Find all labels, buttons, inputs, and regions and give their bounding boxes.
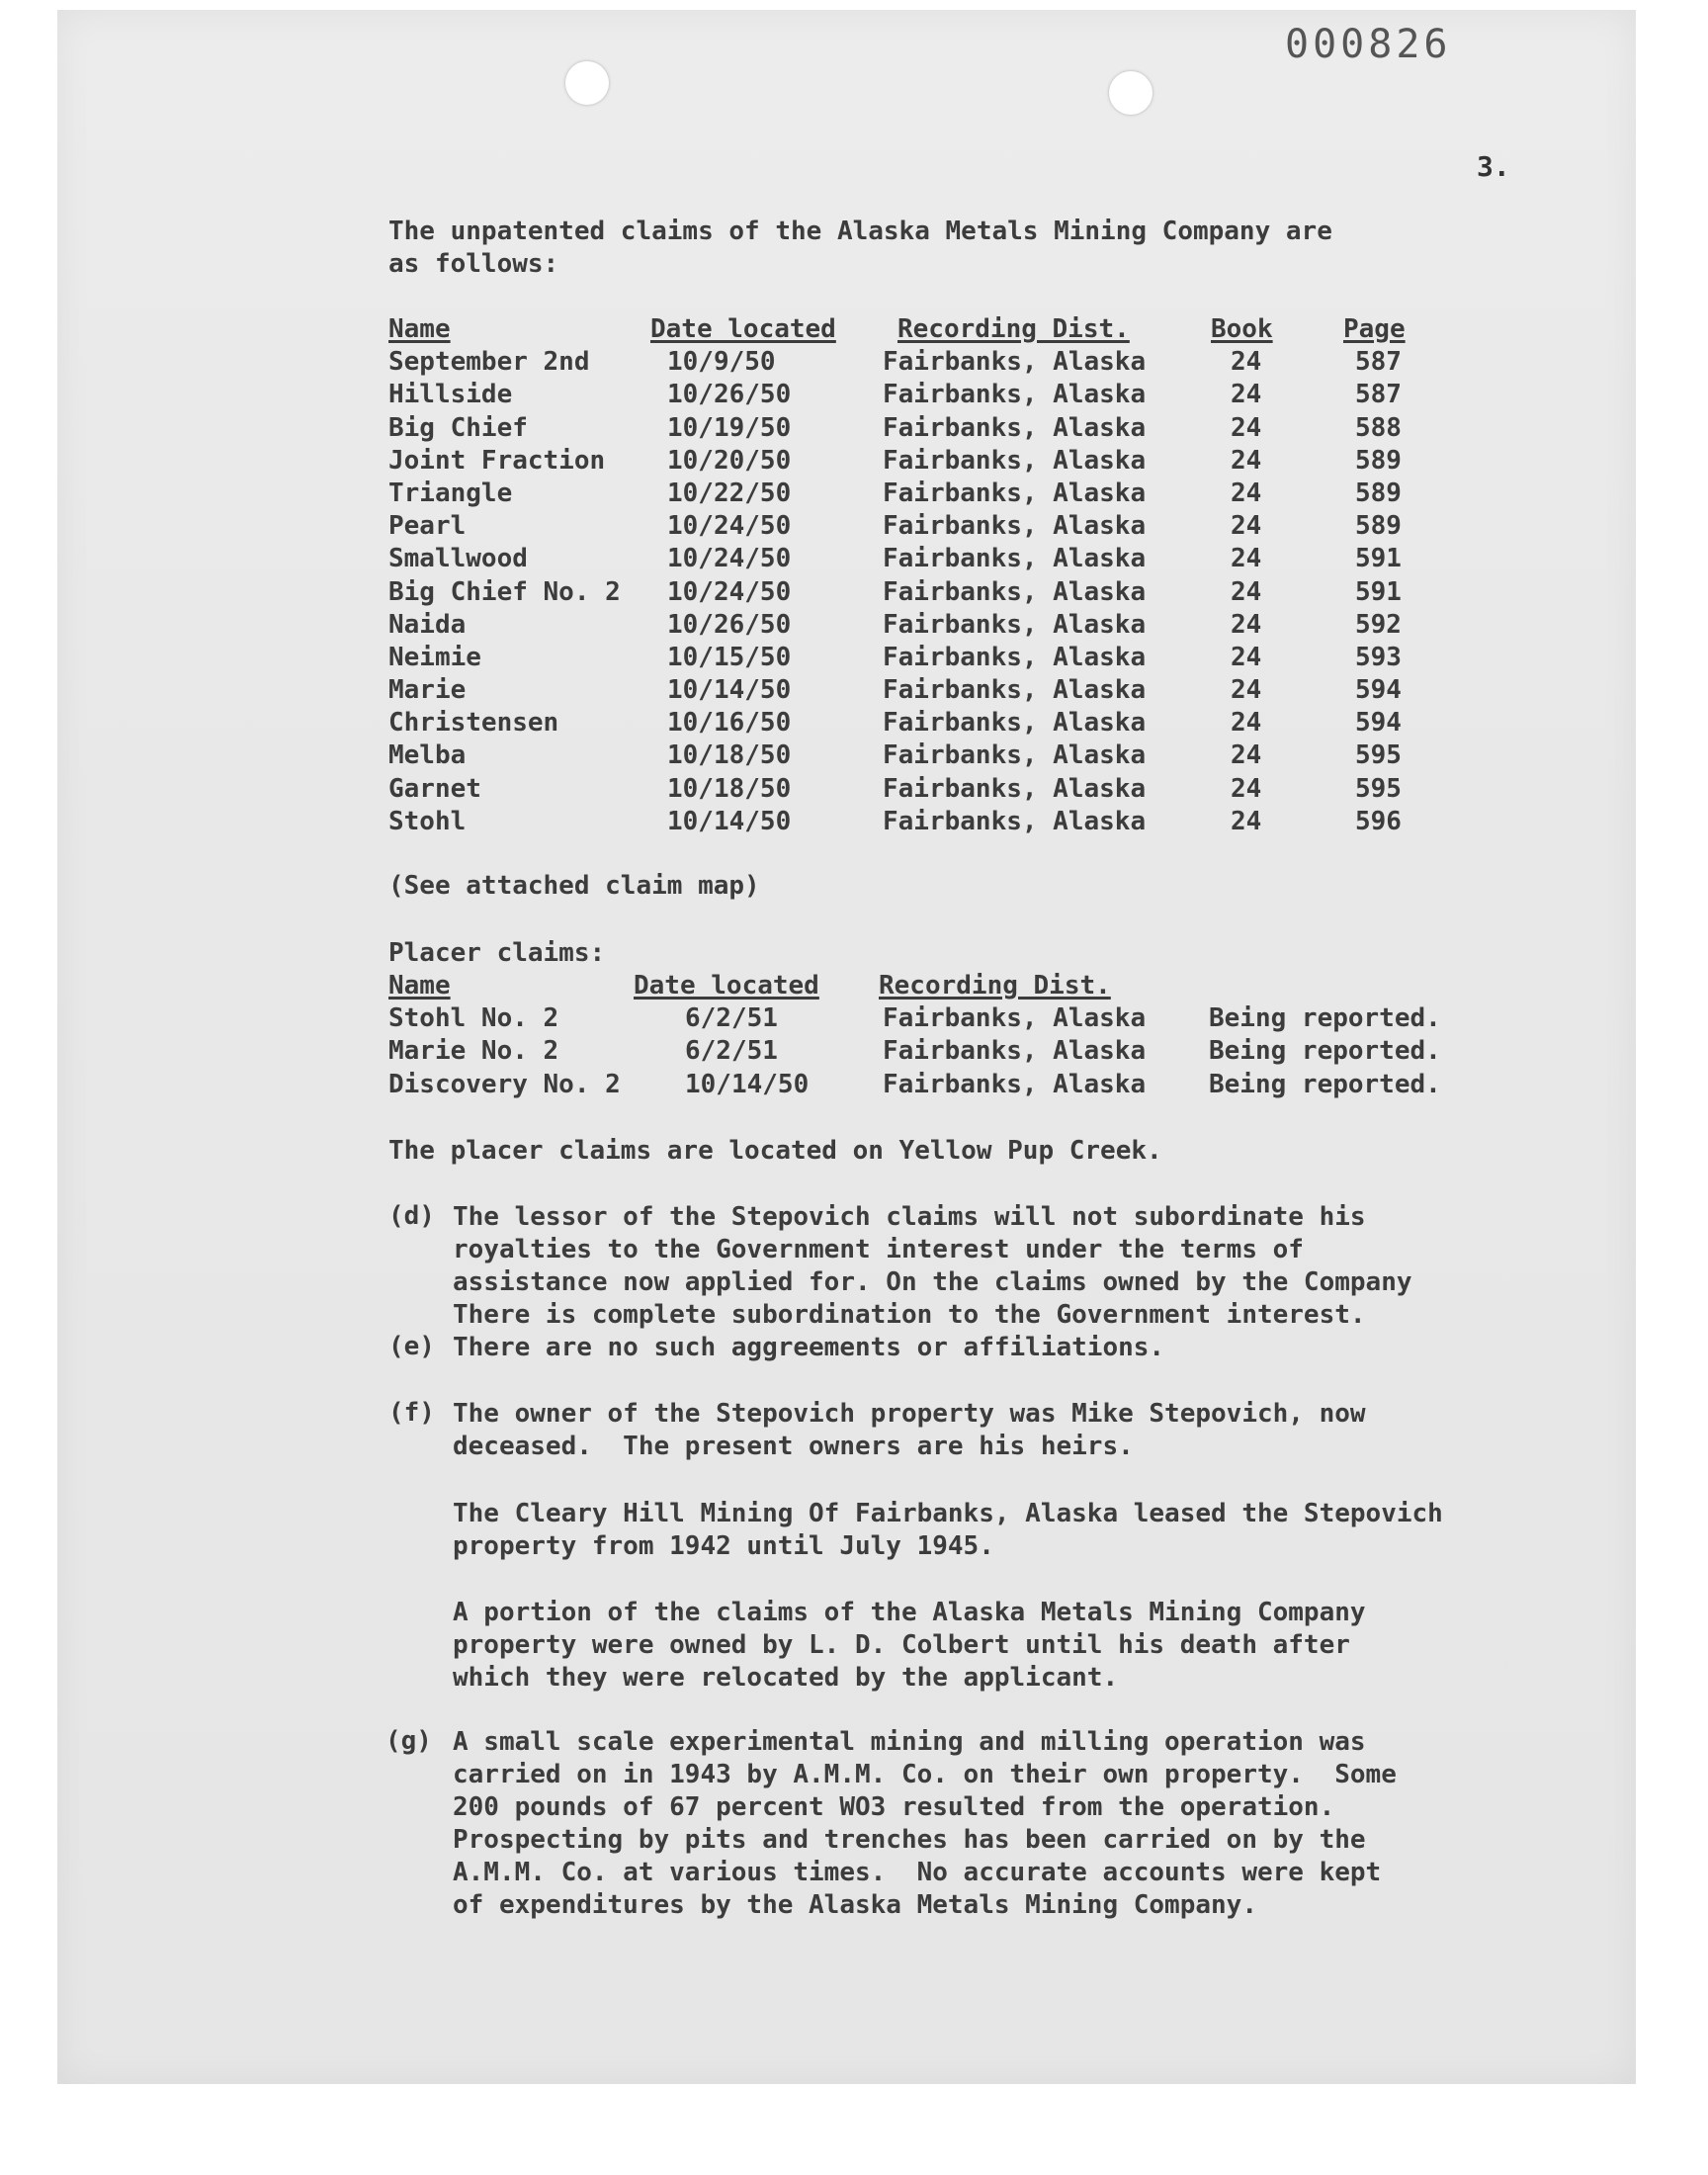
claim-book: 24 xyxy=(1231,544,1262,574)
claim-name: Joint Fraction xyxy=(388,445,606,476)
text-line: Prospecting by pits and trenches has been carried on by the xyxy=(453,1825,1366,1855)
claim-page: 589 xyxy=(1355,511,1402,542)
placer-date: 6/2/51 xyxy=(685,1003,778,1034)
section-f-paragraph-3 xyxy=(453,1597,1366,1695)
punch-hole-left xyxy=(565,61,609,105)
placer-status-note: Being reported. xyxy=(1209,1003,1441,1034)
text-line: There is complete subordination to the Government interest. xyxy=(453,1300,1366,1330)
placer-header-date: Date located xyxy=(634,971,819,1000)
claim-name: September 2nd xyxy=(388,347,590,378)
section-g-mark: (g) xyxy=(385,1726,432,1756)
claim-recording-dist: Fairbanks, Alaska xyxy=(883,412,1147,443)
claim-recording-dist: Fairbanks, Alaska xyxy=(883,347,1147,378)
claim-recording-dist: Fairbanks, Alaska xyxy=(883,380,1147,410)
claim-name: Christensen xyxy=(388,708,559,739)
text-line: A.M.M. Co. at various times. No accurate accounts were kept xyxy=(453,1858,1382,1887)
placer-date: 10/14/50 xyxy=(685,1069,810,1099)
text-line: There are no such aggreements or affiliations. xyxy=(453,1333,1165,1362)
text-line: A small scale experimental mining and milling operation was xyxy=(453,1727,1366,1757)
section-e-mark: (e) xyxy=(388,1332,435,1361)
claim-book: 24 xyxy=(1231,576,1262,607)
claim-recording-dist: Fairbanks, Alaska xyxy=(883,675,1147,706)
claim-recording-dist: Fairbanks, Alaska xyxy=(883,609,1147,640)
text-line: royalties to the Government interest under the terms of xyxy=(453,1235,1304,1264)
claim-book: 24 xyxy=(1231,511,1262,542)
text-line: property were owned by L. D. Colbert until his death after xyxy=(453,1630,1350,1660)
claim-name: Triangle xyxy=(388,478,513,508)
claim-book: 24 xyxy=(1231,347,1262,378)
claim-recording-dist: Fairbanks, Alaska xyxy=(883,478,1147,508)
claim-page: 594 xyxy=(1355,675,1402,706)
claim-page: 592 xyxy=(1355,609,1402,640)
claim-date: 10/18/50 xyxy=(667,773,792,804)
claim-date: 10/20/50 xyxy=(667,445,792,476)
claim-recording-dist: Fairbanks, Alaska xyxy=(883,642,1147,672)
claim-page: 593 xyxy=(1355,642,1402,672)
section-d-mark: (d) xyxy=(388,1201,435,1231)
claim-name: Melba xyxy=(388,740,467,771)
claim-page: 591 xyxy=(1355,544,1402,574)
text-line: which they were relocated by the applicant. xyxy=(453,1663,1119,1693)
claim-book: 24 xyxy=(1231,642,1262,672)
placer-header-dist: Recording Dist. xyxy=(879,971,1111,1000)
claim-name: Pearl xyxy=(388,511,467,542)
section-f-paragraph-2 xyxy=(453,1498,1443,1563)
claim-book: 24 xyxy=(1231,445,1262,476)
claim-page: 588 xyxy=(1355,412,1402,443)
claim-date: 10/24/50 xyxy=(667,544,792,574)
placer-date: 6/2/51 xyxy=(685,1036,778,1067)
claim-page: 587 xyxy=(1355,380,1402,410)
claim-recording-dist: Fairbanks, Alaska xyxy=(883,576,1147,607)
claim-recording-dist: Fairbanks, Alaska xyxy=(883,445,1147,476)
claim-book: 24 xyxy=(1231,609,1262,640)
placer-name: Stohl No. 2 xyxy=(388,1003,559,1034)
section-g-text xyxy=(453,1726,1397,1922)
claim-page: 589 xyxy=(1355,478,1402,508)
placer-recording-dist: Fairbanks, Alaska xyxy=(883,1003,1147,1034)
claim-name: Hillside xyxy=(388,380,513,410)
claim-page: 595 xyxy=(1355,773,1402,804)
claim-book: 24 xyxy=(1231,773,1262,804)
text-line: The lessor of the Stepovich claims will not subordinate his xyxy=(453,1202,1366,1232)
claim-name: Stohl xyxy=(388,806,467,836)
claim-name: Big Chief No. 2 xyxy=(388,576,621,607)
placer-recording-dist: Fairbanks, Alaska xyxy=(883,1036,1147,1067)
claim-name: Smallwood xyxy=(388,544,528,574)
claim-recording-dist: Fairbanks, Alaska xyxy=(883,773,1147,804)
claim-date: 10/9/50 xyxy=(667,347,776,378)
placer-location: The placer claims are located on Yellow Pup Creek. xyxy=(388,1136,1162,1166)
punch-hole-right xyxy=(1109,71,1153,115)
claim-date: 10/26/50 xyxy=(667,609,792,640)
text-line: deceased. The present owners are his heirs. xyxy=(453,1432,1134,1461)
text-line: assistance now applied for. On the claims owned by the Company xyxy=(453,1267,1412,1297)
intro-line-2: as follows: xyxy=(388,249,559,279)
text-line: property from 1942 until July 1945. xyxy=(453,1531,994,1561)
text-line: 200 pounds of 67 percent WO3 resulted from the operation. xyxy=(453,1792,1335,1822)
text-line: The Cleary Hill Mining Of Fairbanks, Alaska leased the Stepovich xyxy=(453,1499,1443,1528)
claim-date: 10/16/50 xyxy=(667,708,792,739)
claim-book: 24 xyxy=(1231,675,1262,706)
intro-line-1: The unpatented claims of the Alaska Metals Mining Company are xyxy=(388,217,1332,246)
claim-date: 10/14/50 xyxy=(667,675,792,706)
claim-date: 10/26/50 xyxy=(667,380,792,410)
header-date: Date located xyxy=(650,314,836,344)
claim-name: Marie xyxy=(388,675,467,706)
claim-book: 24 xyxy=(1231,412,1262,443)
claim-page: 587 xyxy=(1355,347,1402,378)
section-e-text xyxy=(453,1332,1164,1364)
claim-book: 24 xyxy=(1231,740,1262,771)
claim-date: 10/22/50 xyxy=(667,478,792,508)
placer-status-note: Being reported. xyxy=(1209,1069,1441,1099)
claim-name: Naida xyxy=(388,609,467,640)
text-line: carried on in 1943 by A.M.M. Co. on their own property. Some xyxy=(453,1760,1397,1789)
claim-date: 10/18/50 xyxy=(667,740,792,771)
placer-recording-dist: Fairbanks, Alaska xyxy=(883,1069,1147,1099)
claim-recording-dist: Fairbanks, Alaska xyxy=(883,740,1147,771)
claim-recording-dist: Fairbanks, Alaska xyxy=(883,511,1147,542)
claim-recording-dist: Fairbanks, Alaska xyxy=(883,806,1147,836)
claim-page: 589 xyxy=(1355,445,1402,476)
placer-title: Placer claims: xyxy=(388,938,606,968)
see-map-note: (See attached claim map) xyxy=(388,871,760,901)
placer-header-name: Name xyxy=(388,971,451,1000)
document-stamp-number: 000826 xyxy=(1285,22,1452,67)
claim-book: 24 xyxy=(1231,708,1262,739)
header-page: Page xyxy=(1343,314,1406,344)
header-dist: Recording Dist. xyxy=(897,314,1130,344)
section-f-text xyxy=(453,1398,1366,1463)
claim-page: 595 xyxy=(1355,740,1402,771)
placer-status-note: Being reported. xyxy=(1209,1036,1441,1067)
claim-page: 594 xyxy=(1355,708,1402,739)
claim-date: 10/15/50 xyxy=(667,642,792,672)
header-book: Book xyxy=(1211,314,1273,344)
text-line: A portion of the claims of the Alaska Metals Mining Company xyxy=(453,1598,1366,1627)
claim-page: 596 xyxy=(1355,806,1402,836)
claim-date: 10/24/50 xyxy=(667,511,792,542)
placer-name: Discovery No. 2 xyxy=(388,1069,621,1099)
claim-name: Garnet xyxy=(388,773,481,804)
claim-date: 10/24/50 xyxy=(667,576,792,607)
claim-book: 24 xyxy=(1231,478,1262,508)
claim-date: 10/14/50 xyxy=(667,806,792,836)
text-line: The owner of the Stepovich property was Mike Stepovich, now xyxy=(453,1399,1366,1429)
claim-recording-dist: Fairbanks, Alaska xyxy=(883,708,1147,739)
claim-name: Neimie xyxy=(388,642,481,672)
placer-name: Marie No. 2 xyxy=(388,1036,559,1067)
header-name: Name xyxy=(388,314,451,344)
claim-page: 591 xyxy=(1355,576,1402,607)
claim-recording-dist: Fairbanks, Alaska xyxy=(883,544,1147,574)
text-line: of expenditures by the Alaska Metals Mining Company. xyxy=(453,1890,1257,1920)
section-d-text xyxy=(453,1201,1412,1332)
claim-book: 24 xyxy=(1231,806,1262,836)
claim-date: 10/19/50 xyxy=(667,412,792,443)
page-number: 3. xyxy=(1477,150,1510,183)
claim-name: Big Chief xyxy=(388,412,528,443)
claim-book: 24 xyxy=(1231,380,1262,410)
section-f-mark: (f) xyxy=(388,1398,435,1428)
